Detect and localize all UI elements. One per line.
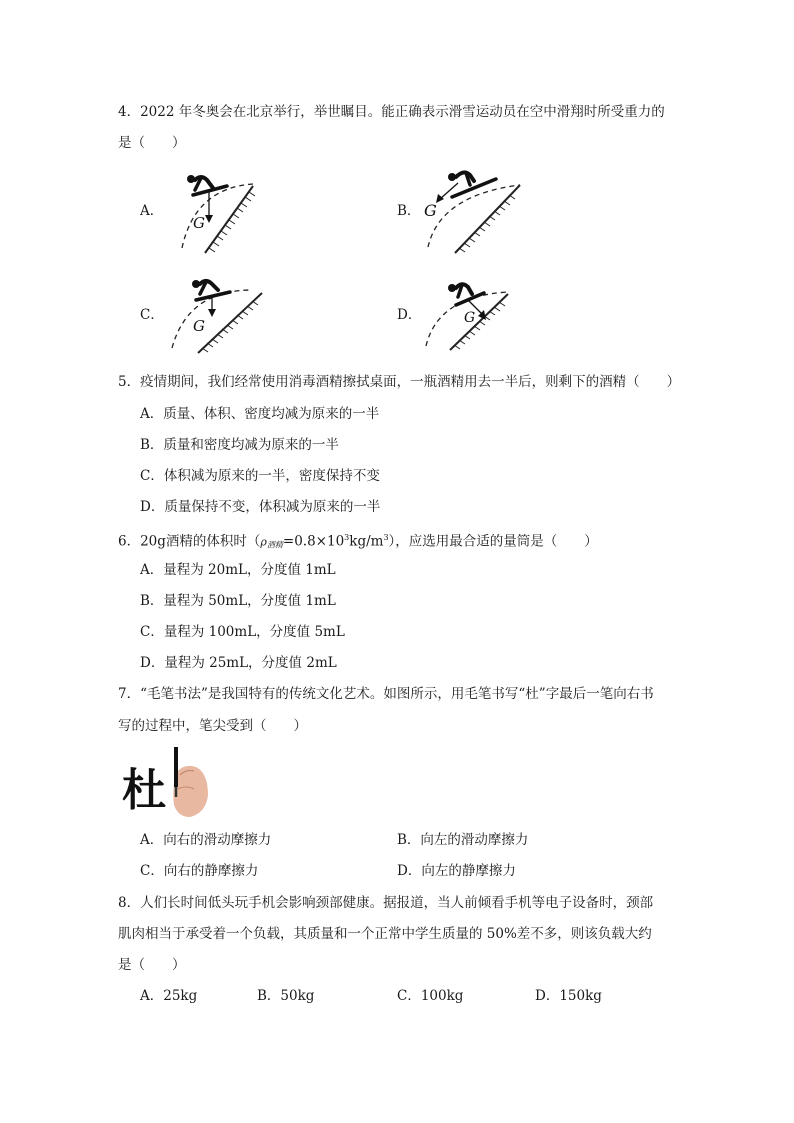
q4-figure-d: [420, 268, 520, 358]
q8-stem-line3: 是（ ）: [118, 957, 186, 973]
skier-icon: [187, 175, 227, 195]
skier-icon: [192, 280, 230, 300]
q8-stem-line2: 肌肉相当于承受着一个负载，其质量和一个正常中学生质量的 50%差不多，则该负载大约: [118, 926, 652, 942]
q5-stem: 5．疫情期间，我们经常使用消毒酒精擦拭桌面，一瓶酒精用去一半后，则剩下的酒精（ ）: [118, 374, 681, 390]
q7-option-d[interactable]: D．向左的静摩擦力: [397, 863, 516, 879]
q4-stem-line2: 是（ ）: [118, 135, 186, 151]
q8-option-a[interactable]: A．25kg: [140, 988, 198, 1004]
q7-option-b[interactable]: B．向左的滑动摩擦力: [397, 832, 529, 848]
q4-force-label-d: G: [464, 310, 476, 326]
q4-option-a-label[interactable]: A．: [140, 203, 164, 219]
q4-force-label-a: G: [193, 214, 205, 232]
q7-option-a[interactable]: A．向右的滑动摩擦力: [140, 832, 272, 848]
q5-option-c[interactable]: C．体积减为原来的一半，密度保持不变: [140, 468, 380, 484]
q6-option-b[interactable]: B．量程为 50mL，分度值 1mL: [140, 593, 336, 609]
q8-option-d[interactable]: D．150kg: [535, 988, 602, 1004]
q7-figure-char: 杜: [122, 765, 166, 816]
q7-stem-line2: 写的过程中，笔尖受到（ ）: [118, 718, 307, 734]
q4-force-label-b: G: [424, 201, 437, 220]
q6-stem-post: ），应选用最合适的量筒是（ ）: [388, 533, 598, 550]
q4-option-d-label[interactable]: D．: [397, 307, 422, 323]
q4-force-label-c: G: [193, 317, 205, 335]
q7-stem-line1: 7．“毛笔书法”是我国特有的传统文化艺术。如图所示，用毛笔书写“杜”字最后一笔向右书: [118, 686, 654, 702]
q6-option-a[interactable]: A．量程为 20mL，分度值 1mL: [140, 562, 336, 578]
q6-stem-unit-sup: 3: [383, 533, 389, 542]
q6-stem-pre: 6．20g酒精的体积时（: [118, 533, 261, 550]
q6-option-c[interactable]: C．量程为 100mL，分度值 5mL: [140, 624, 345, 640]
q6-stem-unit: kg/m: [349, 533, 384, 550]
q5-option-a[interactable]: A．质量、体积、密度均减为原来的一半: [140, 406, 380, 422]
q4-stem-line1: 4．2022 年冬奥会在北京举行，举世瞩目。能正确表示滑雪运动员在空中滑翔时所受重力的: [118, 104, 665, 120]
skier-icon: [448, 284, 484, 305]
q6-option-d[interactable]: D．量程为 25mL，分度值 2mL: [140, 655, 337, 671]
q6-stem-mid: =0.8×10: [282, 533, 345, 550]
q4-figure-a: [165, 168, 265, 258]
q4-figure-c: [160, 268, 270, 358]
q4-option-b-label[interactable]: B．: [397, 203, 421, 219]
q8-stem-line1: 8．人们长时间低头玩手机会影响颈部健康。据报道，当人前倾看手机等电子设备时，颈部: [118, 895, 654, 911]
q8-option-b[interactable]: B．50kg: [257, 988, 315, 1004]
q5-option-d[interactable]: D．质量保持不变，体积减为原来的一半: [140, 499, 381, 515]
q6-rho: ρ: [260, 535, 267, 549]
q5-option-b[interactable]: B．质量和密度均减为原来的一半: [140, 437, 339, 453]
q7-figure: [120, 745, 212, 820]
q4-option-c-label[interactable]: C．: [140, 307, 164, 323]
q8-option-c[interactable]: C．100kg: [397, 988, 464, 1004]
q6-stem: [118, 528, 598, 556]
q4-figure-b: [420, 165, 530, 255]
q6-stem-sup: 3: [344, 533, 350, 542]
q6-rho-sub: 酒精: [266, 540, 283, 550]
q7-option-c[interactable]: C．向右的静摩擦力: [140, 863, 259, 879]
